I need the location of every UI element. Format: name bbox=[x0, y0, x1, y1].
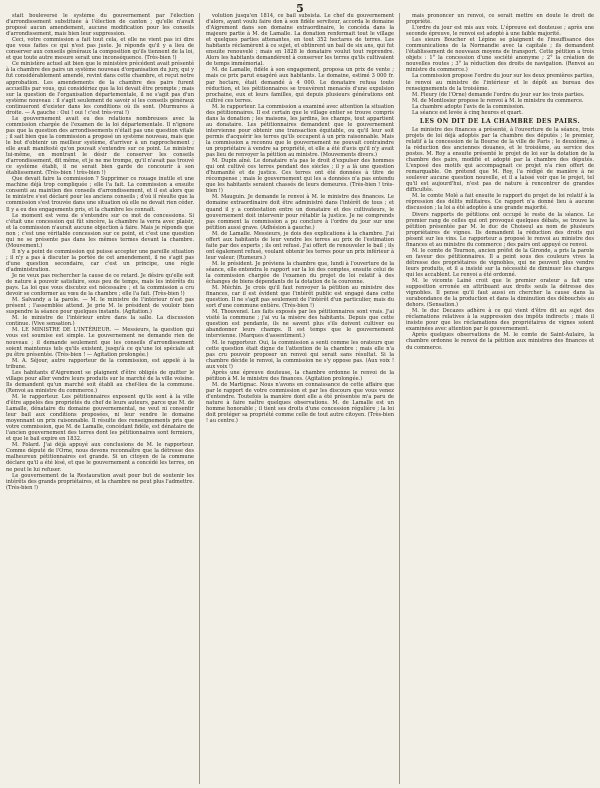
paragraph: Divers rapports de pétitions ont occupé le reste de la séance. Le premier rang de celles qui ont provoqué quelques débats, se trouve la pétition présentée par M. le duc de Choiseul au nom de plusieurs propriétaires de vignes. Ils demandent la réduction des droits qui pèsent sur les vins. Le rapporteur a proposé le renvoi au ministre des finances et au ministre du commerce ; des pairs ont appuyé ce renvoi. bbox=[406, 211, 594, 248]
paragraph: M. Mauguin. Je demande le renvoi à M. le ministre des finances. Le domaine extraordinaire doit être administré dans l'intérêt de tous ; et quand il y a contestation entre un donataire et des cultivateurs, le gouvernement doit intervenir pour rétablir la justice. Je ne comprends pas comment la commission a pu conclure à l'ordre du jour sur une pétition aussi grave. (Adhésion à gauche.) bbox=[206, 194, 394, 231]
paragraph: volution jusqu'en 1814, ce bail subsista. Le chef du gouvernement d'alors, ayant voulu faire don à son fidèle serviteur, accorda le domaine d'Aigremont dans son domaine extraordinaire, le concéda dans la majeure partie à M. de Lamalle. La donation renfermait tout le village et quelques parties attenantes, en tout 352 hectares de terres. Les habitants réclamèrent à ce sujet, et obtinrent un bail de six ans, qui fut ensuite renouvelé ; mais en 1828 le donataire voulut tout reprendre. Alors les habitants demandèrent à conserver les terres qu'ils cultivaient de temps immémorial. bbox=[206, 13, 394, 68]
paragraph: Le gouvernement avait eu des relations nombreuses avec la commission chargée de l'examen de la loi départementale. Il n'ignore pas que la question des arrondissements n'était pas une question vitale ; il sait bien que la commission a proposé un système nouveau, mais que le but d'obtenir un meilleur système, d'arriver à un rapprochement ; elle avait manifesté qu'on pouvait s'entendre sur ce point. Le ministre lui-même, en montrant le désir de conserver les conseils d'arrondissement, dit même, et je ne me trompe, qu'il n'avait pas trouvé ce système établi, il ne serait bien garde de concourir à son établissement. (Très-bien ! très-bien !) bbox=[6, 115, 194, 177]
column-right-bottom bbox=[406, 127, 594, 351]
paragraph: Après une épreuve douteuse, la chambre ordonne le renvoi de la pétition à M. le ministre des finances. (Agitation prolongée.) bbox=[206, 369, 394, 382]
column-right-top bbox=[406, 13, 594, 116]
column-left bbox=[6, 13, 200, 784]
paragraph: Après quelques observations de M. le comte de Saint-Aulaire, la chambre ordonne le renvoi de la pétition aux ministres des finances et du commerce. bbox=[406, 332, 594, 351]
paragraph: Le gouvernement de la Restauration avait pour but de soutenir les intérêts des grands propriétaires, et la chambre ne peut plus l'admettre. (Très-bien !) bbox=[6, 472, 195, 491]
paragraph: Je ne veux pas rechercher la cause de ce retard. Je désire qu'elle soit de nature à pouvoir satisfaire, sous peu de temps, mais les intérêts du pays. La loi que vous discutez est nécessaire ; et la commission a cru devoir se conformer au vœu de la chambre ; elle l'a fait. (Très-bien !) bbox=[6, 273, 194, 298]
paragraph: M. de Martignac. Nous n'avons en connaissance de cette affaire que par le rapport de votre commission et par les discours que vous venez d'entendre. Toutefois la manière dont elle a été présentée m'a paru de nature à faire naître quelques observations. M. de Lamalle est un homme honorable ; il tient ses droits d'une concession régulière ; la loi doit protéger sa propriété comme celle de tout autre citoyen. (Très-bien ! au centre.) bbox=[206, 381, 394, 425]
paragraph: M. Salvandy a la parole. — M. le ministre de l'intérieur n'est pas présent ; l'assemblée attend. Je prie M. le président de vouloir bien suspendre la séance pour quelques instants. (Agitation.) bbox=[6, 297, 194, 316]
paragraph: M. le comte de Tournon, ancien préfet de la Gironde, a pris la parole en faveur des pétitionnaires. Il a peint sous des couleurs vives la détresse des propriétaires de vignobles, qui ne peuvent plus vendre leurs produits, et il a insisté sur la nécessité de diminuer les charges qui les accablent. Le renvoi a été ordonné. bbox=[406, 247, 594, 278]
paragraph: M. de Lamalle, fidèle à son engagement, proposa un prix de vente ; mais ce prix parut exagéré aux habitants. Le domaine, estimé 3 000 fr. par hectare, était demandé à 4 000. Le donataire refusa toute réduction, et les pétitionnaires se trouvèrent menacés d'une expulsion prochaine, eux et leurs familles, qui depuis plusieurs générations ont cultivé ces terres. bbox=[206, 67, 394, 104]
paragraph: Ce ministère actuel ait bien que le ministère précédent avait présenté à la chambre des pairs un système nouveau d'organisation du jury, qui y fut considérablement amendé, revint dans cette chambre, et reçut notre approbation. Les amendements de la chambre des pairs furent accueillis par vous, qui considériez que la loi devait être prompte ; mais sur la question de l'organisation départementale, il ne s'agit pas d'un système nouveau : il s'agit seulement de savoir si les conseils généraux continueront d'exister dans les conditions où ils sont. (Murmures à droite. — A gauche : Oui ! oui ! c'est très-vrai !) bbox=[6, 61, 194, 116]
paragraph: M. le rapporteur. Les pétitionnaires exposent qu'ils sont à la ville d'être appelés des propriétés du chef de leurs auteurs, parce que M. de Lamalle, dénataire du domaine gouvernemental, ne veut ni consentir leur bail aux conditions proposées, ni leur vendre le domaine moyennant un prix raisonnable. Il résulte des renseignements pris que votre commission, que M. de Lamalle, concédant fidèle, est dénataire de l'ancien gouvernement des terres dont les pétitionnaires sont fermiers, et que le bail expire en 1832. bbox=[6, 393, 194, 443]
paragraph: M. le président. Je préviens la chambre que, lundi à l'ouverture de la séance, elle entendra le rapport sur la loi des comptes, ensuite celui de la commission chargée de l'examen du projet de loi relatif à des échanges de biens dépendants de la dotation de la couronne. bbox=[206, 260, 394, 286]
column-right bbox=[406, 13, 594, 784]
paragraph: M. LE MINISTRE DE L'INTÉRIEUR. — Messieurs, la question qui vous est soumise est simple. Le gouvernement ne demande rien de nouveau ; il demande seulement que les conseils d'arrondissement soient maintenus tels qu'ils existent, jusqu'à ce qu'une loi spéciale ait pu être présentée. (Très-bien ! — Agitation prolongée.) bbox=[6, 327, 194, 358]
paragraph: Les sieurs Boucher et Lépine se plaignent de l'insuffisance des communications de la Normandie avec la capitale ; ils demandent l'établissement de nouveaux moyens de transport. Cette pétition a trois objets : 1° la concession d'une société anonyme ; 2° la création de nouvelles routes ; 3° la réduction des droits de navigation. (Renvoi au ministre du commerce.) bbox=[406, 37, 594, 74]
section-title: LES ON DIT DE LA CHAMBRE DES PAIRS. bbox=[419, 117, 581, 125]
paragraph: M. le ministre de l'intérieur entre dans la salle. La discussion continue. (Vive sensation.) bbox=[6, 315, 194, 328]
paragraph: La chambre adopte l'avis de la commission. bbox=[412, 103, 525, 110]
paragraph: M. de Montlosier propose le renvoi à M. le ministre du commerce. bbox=[412, 97, 584, 104]
paragraph: M. Méchin. Je crois qu'il faut renvoyer la pétition au ministre des finances, car il est évident que l'intérêt public est engagé dans cette question. Il ne s'agit pas seulement de l'intérêt d'un particulier, mais du sort d'une commune entière. (Très-bien !) bbox=[206, 285, 394, 310]
paragraph: M. A. Séjour, autre rapporteur de la commission, est appelé à la tribune. bbox=[6, 357, 194, 370]
paragraph: L'ordre du jour est mis aux voix. L'épreuve est douteuse ; après une seconde épreuve, le renvoi est adopté à une faible majorité. bbox=[406, 25, 594, 38]
paragraph: Le moment est venu de s'entendre sur ce mot de concessions. Si c'était une concession qui fût sincère, la chambre la verra avec plaisir, et la commission n'aurait aucune objection à faire. Mais je réponds que non ; c'est une véritable concession sur ce point, et c'est une question qui ne se présente pas dans les mêmes termes devant la chambre. (Mouvement.) bbox=[6, 212, 194, 249]
paragraph: mais prononcer un renvoi, ce serait mettre en doute le droit de propriété. bbox=[406, 13, 594, 26]
paragraph: stait bouleversé le système du gouvernement par l'élection d'arrondissement substituée à l'élection de canton ; qu'elle n'avait proposé aucun amendement, aucune modification pour les conseils d'arrondissement, mais bien leur suppression. bbox=[6, 13, 194, 38]
column-middle bbox=[206, 13, 400, 784]
paragraph: M. le vicomte Lainé croit que le premier orateur a fait une supposition erronée en attribuant aux droits seuls la détresse des vignobles. Il pense qu'il faut aussi en chercher la cause dans la surabondance de la production et dans la diminution des débouchés au dehors. (Sensation.) bbox=[406, 278, 594, 309]
paragraph: M. le comte Molé a fait ensuite le rapport du projet de loi relatif à la répression des délits militaires. Ce rapport n'a donné lieu à aucune discussion ; la loi a été adoptée à une grande majorité. bbox=[406, 193, 594, 212]
paragraph: M. de Lamalle. Messieurs, je dois des explications à la chambre. J'ai offert aux habitants de leur vendre les terres au prix de l'estimation faite par des experts ; ils ont refusé. J'ai offert de renouveler le bail ; ils ont également refusé, voulant obtenir les terres pour un prix inférieur à leur valeur. (Rumeurs.) bbox=[206, 230, 394, 261]
paragraph: M. Dupin aîné. Le donataire n'a pas le droit d'expulser des hommes qui ont cultivé ces terres pendant des siècles ; il y a là une question d'humanité et de justice. Ces terres ont été données à titre de récompense ; mais le gouvernement qui les a données n'a pas entendu que les habitants seraient chassés de leurs demeures. (Très-bien ! très-bien !) bbox=[206, 158, 394, 195]
paragraph: Les habitants d'Aigremont se plaignent d'être obligés de quitter le village pour aller vendre leurs produits sur le marché de la ville voisine. Ils demandent qu'un marché soit établi au chef-lieu de la commune. (Renvoi au ministre du commerce.) bbox=[6, 369, 194, 394]
paragraph: M. le rapporteur. La commission a examiné avec attention la situation des pétitionnaires. Il est certain que le village entier se trouve compris dans la donation ; les maisons, les jardins, les champs, tout appartient au donataire. Les pétitionnaires demandent que le gouvernement intervienne pour obtenir une transaction équitable, ou qu'il leur soit permis d'acquérir les terres qu'ils occupent à un prix raisonnable. Mais la commission a reconnu que le gouvernement ne pouvait contraindre un propriétaire à vendre sa propriété, et elle a été d'avis qu'il n'y avait pas lieu de renvoyer la pétition au ministre. (Mouvements divers.) bbox=[206, 103, 394, 159]
paragraph: M. Folard. J'ai déjà appuyé aux conclusions de M. le rapporteur. Comme député de l'Orne, nous devons reconnaître que la détresse des malheureux pétitionnaires est grande. Si un citoyen de la commune déclare qu'il a été lésé, et que le gouvernement a concédé les terres, on ne peut le lui refuser. bbox=[6, 442, 194, 473]
paragraph: M. le rapporteur. Oui, la commission a senti comme les orateurs que cette question était digne de l'attention de la chambre ; mais elle n'a pas cru pouvoir proposer un renvoi qui serait sans résultat. Si la chambre décide le renvoi, la commission ne s'y oppose pas. (Aux voix ! aux voix !) bbox=[206, 339, 394, 370]
paragraph: Il n'y a point de commission qui puisse accepter une pareille situation ; il n'y a pas à discuter la portée de cet amendement, il ne s'agit pas d'une question secondaire, car c'est un principe, une règle d'administration. bbox=[6, 248, 194, 273]
paragraph: M. Fleury (de l'Orne) demande l'ordre du jour sur les trois parties. bbox=[412, 91, 585, 98]
paragraph: M. Thouvenel. Les faits exposés par les pétitionnaires sont vrais. J'ai visité la commune ; j'ai vu la misère des habitants. Depuis que cette question est pendante, ils ne savent plus s'ils doivent cultiver ou abandonner leurs champs. Il est temps que le gouvernement intervienne. (Marques d'assentiment.) bbox=[206, 309, 394, 340]
paragraph: La séance est levée à cinq heures et quart. bbox=[412, 109, 523, 116]
newspaper-columns bbox=[6, 13, 594, 784]
paragraph: M. le duc Decazes adhère à ce qui vient d'être dit au sujet des réclamations relatives à la suppression des impôts indirects ; mais il insiste pour que les réclamations des propriétaires de vignes soient examinées avec attention par le gouvernement. bbox=[406, 308, 594, 333]
paragraph: La commission propose l'ordre du jour sur les deux premières parties, le renvoi au ministre de l'intérieur et le dépôt au bureau des renseignements de la troisième. bbox=[406, 73, 594, 92]
paragraph: Que devait faire la commission ? Supprimer ce rouage inutile et une machine déjà trop compliquée ; elle l'a fait. La commission a ensuite consenti au maintien des conseils d'arrondissement, et il est alors que le ministre s'est déclaré pour les anciens conseils ; d'où il résulte que la commission s'est trouvée dans une situation où elle ne devait rien céder. Il y a eu des engagements pris, et la chambre les connaît. bbox=[6, 176, 194, 213]
paragraph: Le ministre des finances a présenté, à l'ouverture de la séance, trois projets de loi déjà adoptés par la chambre des députés ; le premier, relatif à la concession de la Bourse de la ville de Paris ; le deuxième, à la réduction des anciennes douanes, et le troisième, au service des postes. M. Roy a ensuite présenté le projet de loi sur la dotation de la chambre des pairs, modifié et adopté par la chambre des députés. L'exposé des motifs qui accompagnait ce projet n'a rien offert de remarquable. On prétend que M. Roy, l'a rédigé de manière à ne soulever aucune question nouvelle, et il a laissé voir que le projet, tel qu'il est aujourd'hui, n'est pas de nature à rencontrer de grandes difficultés. bbox=[406, 126, 594, 194]
page-number: 5 bbox=[296, 2, 304, 15]
paragraph: Ceci, votre commission a fait tout cela, et elle ne vient pas ici dire que vous faites ce qui n'est pas juste. Je réponds qu'il y a lieu de conserver aux conseils généraux la composition qu'ils tiennent de la loi, et que toute autre mesure serait une inconséquence. (Très-bien !) bbox=[6, 37, 194, 62]
